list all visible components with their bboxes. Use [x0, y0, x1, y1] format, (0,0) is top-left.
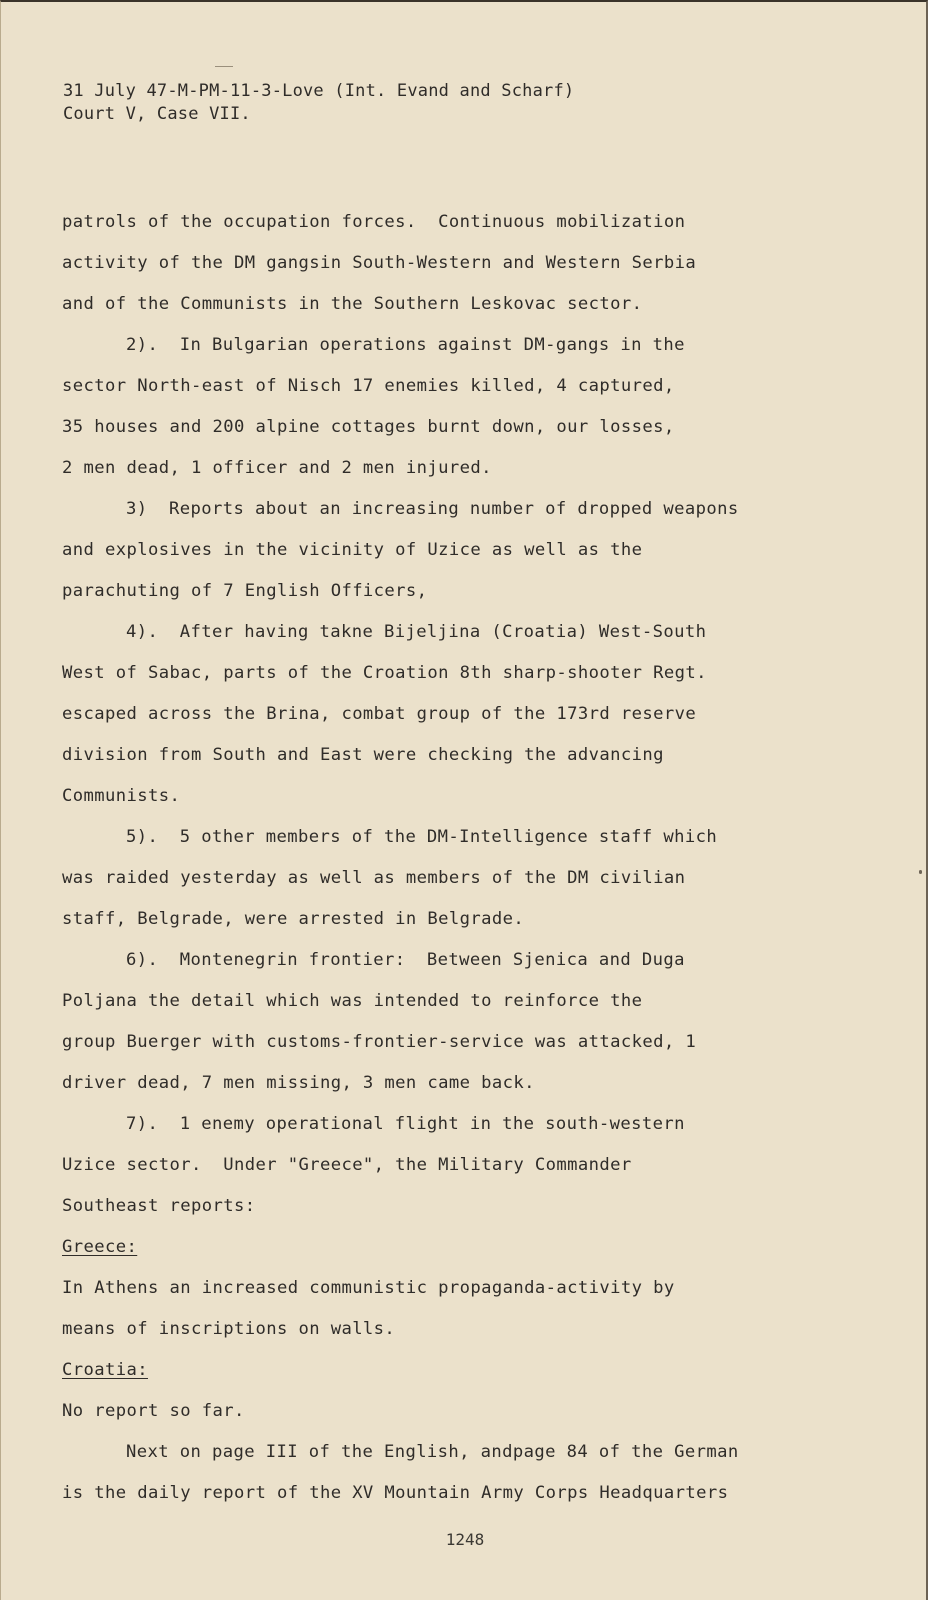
- document-header: [63, 80, 574, 126]
- text-line: [62, 407, 922, 448]
- line-text: Next on page III of the English, andpage 84 of the German: [126, 1442, 739, 1462]
- line-text: Uzice sector. Under "Greece", the Military Commander: [62, 1155, 632, 1175]
- line-text: division from South and East were checking the advancing: [62, 745, 664, 765]
- line-text: is the daily report of the XV Mountain Army Corps Headquarters: [62, 1483, 729, 1503]
- line-text: Southeast reports:: [62, 1196, 256, 1216]
- text-line: [62, 1432, 922, 1473]
- text-line: [62, 1473, 922, 1514]
- line-text: 2 men dead, 1 officer and 2 men injured.: [62, 458, 492, 478]
- text-line: [62, 858, 922, 899]
- text-line: [62, 448, 922, 489]
- text-line: [62, 776, 922, 817]
- text-line: [62, 694, 922, 735]
- text-line: [62, 1145, 922, 1186]
- text-line: [62, 571, 922, 612]
- line-text: 4). After having takne Bijeljina (Croatia) West-South: [126, 622, 707, 642]
- text-line: [62, 981, 922, 1022]
- line-text: staff, Belgrade, were arrested in Belgrade.: [62, 909, 525, 929]
- text-line: [62, 1104, 922, 1145]
- line-text: In Athens an increased communistic propaganda-activity by: [62, 1278, 675, 1298]
- text-line: [62, 817, 922, 858]
- text-line: [62, 735, 922, 776]
- line-text: 3) Reports about an increasing number of dropped weapons: [126, 499, 739, 519]
- line-text: was raided yesterday as well as members of the DM civilian: [62, 868, 686, 888]
- text-line: [62, 1268, 922, 1309]
- line-text: West of Sabac, parts of the Croation 8th sharp-shooter Regt.: [62, 663, 707, 683]
- text-line: [62, 489, 922, 530]
- line-text: group Buerger with customs-frontier-service was attacked, 1: [62, 1032, 697, 1052]
- paper-speck: [919, 870, 922, 874]
- line-text: escaped across the Brina, combat group of the 173rd reserve: [62, 704, 697, 724]
- header-line-1: 31 July 47-M-PM-11-3-Love (Int. Evand and Scharf): [63, 81, 575, 101]
- text-line: [62, 1186, 922, 1227]
- text-line: [62, 1350, 922, 1391]
- paper-mark: [215, 66, 233, 67]
- text-line: [62, 366, 922, 407]
- text-line: [62, 202, 922, 243]
- text-line: [62, 1391, 922, 1432]
- text-line: [62, 284, 922, 325]
- section-heading: Greece:: [62, 1237, 138, 1257]
- document-body: [62, 202, 922, 1514]
- text-line: [62, 653, 922, 694]
- text-line: [62, 899, 922, 940]
- text-line: [62, 325, 922, 366]
- text-line: [62, 243, 922, 284]
- text-line: [62, 1063, 922, 1104]
- line-text: parachuting of 7 English Officers,: [62, 581, 428, 601]
- line-text: activity of the DM gangsin South-Western and Western Serbia: [62, 253, 697, 273]
- line-text: No report so far.: [62, 1401, 245, 1421]
- line-text: patrols of the occupation forces. Continuous mobilization: [62, 212, 686, 232]
- line-text: driver dead, 7 men missing, 3 men came back.: [62, 1073, 535, 1093]
- line-text: sector North-east of Nisch 17 enemies killed, 4 captured,: [62, 376, 675, 396]
- text-line: [62, 1227, 922, 1268]
- line-text: 7). 1 enemy operational flight in the south-western: [126, 1114, 685, 1134]
- line-text: 2). In Bulgarian operations against DM-gangs in the: [126, 335, 685, 355]
- page-number: 1248: [445, 1530, 485, 1549]
- line-text: and explosives in the vicinity of Uzice as well as the: [62, 540, 643, 560]
- text-line: [62, 1309, 922, 1350]
- section-heading: Croatia:: [62, 1360, 148, 1380]
- header-line-2: Court V, Case VII.: [63, 104, 251, 124]
- text-line: [62, 612, 922, 653]
- text-line: [62, 1022, 922, 1063]
- line-text: Poljana the detail which was intended to reinforce the: [62, 991, 643, 1011]
- line-text: 5). 5 other members of the DM-Intelligence staff which: [126, 827, 718, 847]
- line-text: 6). Montenegrin frontier: Between Sjenica and Duga: [126, 950, 685, 970]
- line-text: and of the Communists in the Southern Leskovac sector.: [62, 294, 643, 314]
- line-text: means of inscriptions on walls.: [62, 1319, 396, 1339]
- text-line: [62, 940, 922, 981]
- line-text: Communists.: [62, 786, 181, 806]
- line-text: 35 houses and 200 alpine cottages burnt down, our losses,: [62, 417, 675, 437]
- text-line: [62, 530, 922, 571]
